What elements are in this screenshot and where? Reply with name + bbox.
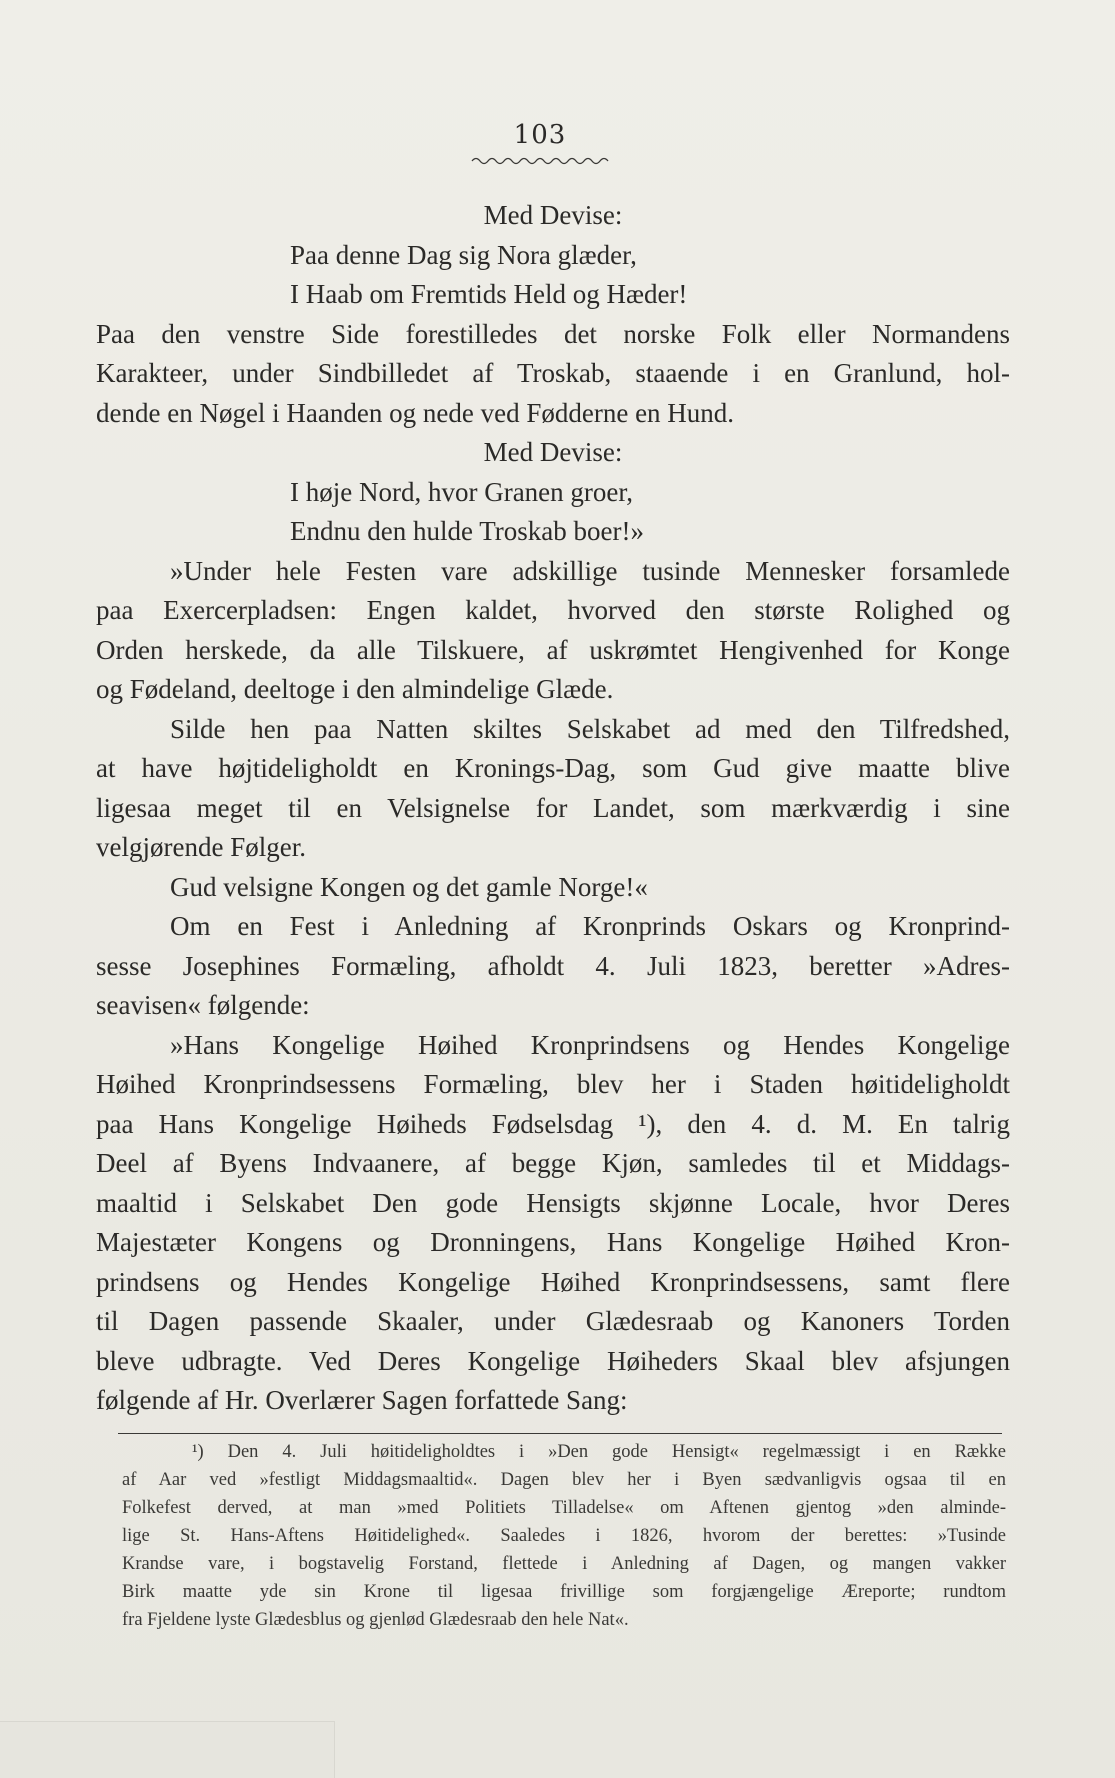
footnote-rule	[118, 1433, 1002, 1434]
page-number: 103	[513, 120, 567, 150]
text-line: »Hans Kongelige Høihed Kronprindsens og Hendes Kongelige	[170, 1029, 1010, 1060]
text-line: Om en Fest i Anledning af Kronprinds Oskars og Kronprind-	[170, 911, 1010, 941]
text-line: ligesaa meget til en Velsignelse for Landet, som mærkværdig i sine	[96, 792, 1010, 823]
body-text	[96, 196, 1010, 1421]
text-line: Majestæter Kongens og Dronningens, Hans Kongelige Høihed Kron-	[96, 1227, 1010, 1257]
footnote-line: af Aar ved »festligt Middagsmaaltid«. Dagen blev her i Byen sædvanligvis ogsaa til en	[122, 1470, 1006, 1490]
text-line: sesse Josephines Formæling, afholdt 4. Juli 1823, beretter »Adres-	[96, 950, 1010, 981]
text-line: følgende af Hr. Overlærer Sagen forfattede Sang:	[96, 1385, 628, 1415]
footnote	[122, 1438, 1006, 1634]
text-line: Orden herskede, da alle Tilskuere, af uskrømtet Hengivenhed for Konge	[96, 634, 1010, 665]
footnote-line: Krandse vare, i bogstavelig Forstand, flettede i Anledning af Dagen, og mangen vakker	[122, 1554, 1006, 1574]
text-line: prindsens og Hendes Kongelige Høihed Kronprindsessens, samt flere	[96, 1266, 1010, 1297]
text-line: paa Hans Kongelige Høiheds Fødselsdag ¹), den 4. d. M. En talrig	[96, 1108, 1010, 1139]
text-line: Høihed Kronprindsessens Formæling, blev her i Staden høitideligholdt	[96, 1069, 1010, 1099]
wavy-ornament	[470, 154, 610, 168]
text-line: Silde hen paa Natten skiltes Selskabet ad med den Tilfredshed,	[170, 713, 1010, 744]
text-line: Karakteer, under Sindbilledet af Troskab, staaende i en Granlund, hol-	[96, 358, 1010, 388]
text-line: Gud velsigne Kongen og det gamle Norge!«	[170, 871, 648, 902]
text-line: og Fødeland, deeltoge i den almindelige Glæde.	[96, 674, 614, 704]
footnote-line: lige St. Hans-Aftens Høitidelighed«. Saaledes i 1826, hvorom der berettes: »Tusinde	[122, 1526, 1006, 1546]
text-line: seavisen« følgende:	[96, 990, 310, 1020]
page-corner-shadow	[0, 1721, 335, 1778]
footnote-line: Birk maatte yde sin Krone til ligesaa frivillige som forgjængelige Æreporte; rundtom	[122, 1582, 1006, 1602]
footnote-line: fra Fjeldene lyste Glædesblus og gjenlød Glædesraab den hele Nat«.	[122, 1610, 629, 1630]
devise-heading: Med Devise:	[483, 200, 623, 230]
text-line: maaltid i Selskabet Den gode Hensigts skjønne Locale, hvor Deres	[96, 1187, 1010, 1218]
verse-line: Endnu den hulde Troskab boer!»	[290, 516, 644, 546]
text-line: velgjørende Følger.	[96, 832, 306, 862]
text-line: dende en Nøgel i Haanden og nede ved Fødderne en Hund.	[96, 397, 735, 428]
footnote-line: ¹) Den 4. Juli høitideligholdtes i »Den gode Hensigt« regelmæssigt i en Række	[192, 1442, 1006, 1462]
text-line: til Dagen passende Skaaler, under Glædesraab og Kanoners Torden	[96, 1306, 1010, 1336]
text-line: at have højtideligholdt en Kronings-Dag, som Gud give maatte blive	[96, 753, 1010, 783]
text-line: paa Exercerpladsen: Engen kaldet, hvorved den største Rolighed og	[96, 595, 1010, 625]
text-line: Deel af Byens Indvaanere, af begge Kjøn, samledes til et Middags-	[96, 1148, 1010, 1178]
verse-line: I høje Nord, hvor Granen groer,	[290, 476, 634, 507]
text-line: »Under hele Festen vare adskillige tusinde Mennesker forsamlede	[170, 555, 1010, 586]
verse-line: I Haab om Fremtids Held og Hæder!	[290, 279, 688, 309]
footnote-line: Folkefest derved, at man »med Politiets Tilladelse« om Aftenen gjentog »den alminde-	[122, 1498, 1006, 1518]
devise-heading: Med Devise:	[483, 437, 623, 467]
text-line: bleve udbragte. Ved Deres Kongelige Høiheders Skaal blev afsjungen	[96, 1345, 1010, 1376]
verse-line: Paa denne Dag sig Nora glæder,	[290, 239, 637, 270]
text-line: Paa den venstre Side forestilledes det norske Folk eller Normandens	[96, 318, 1010, 349]
